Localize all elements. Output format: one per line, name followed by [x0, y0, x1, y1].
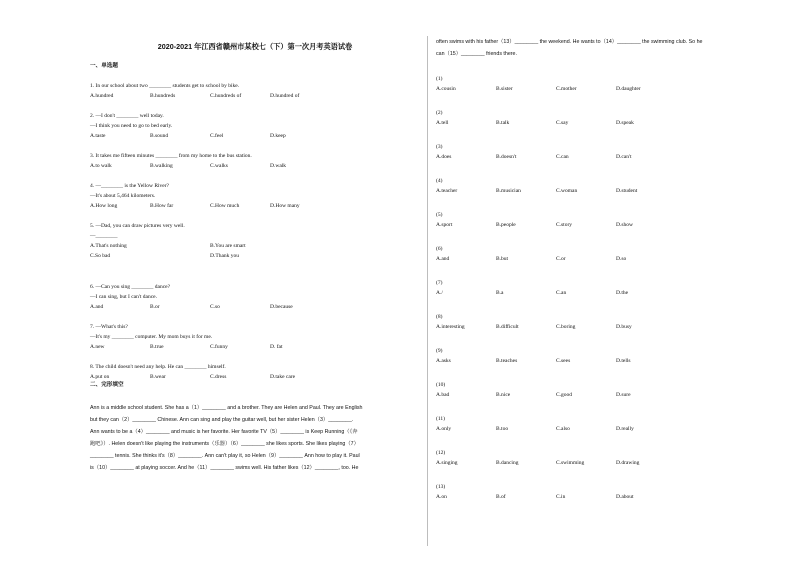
cloze-number: (3) [436, 144, 443, 150]
cloze-number: (2) [436, 110, 443, 116]
answer-option[interactable]: D.sure [616, 392, 631, 398]
cloze-passage [90, 402, 420, 475]
answer-option[interactable]: B.true [150, 344, 164, 350]
answer-option[interactable]: C.feel [210, 133, 224, 139]
answer-option[interactable]: B.You are smart [210, 243, 246, 249]
question-stem: 1. In our school about two ________ students get to school by bike. [90, 83, 240, 89]
question-item [90, 111, 420, 141]
answer-option[interactable]: D.drawing [616, 460, 640, 466]
question-item [90, 322, 420, 352]
question-stem: 3. It takes me fifteen minutes ________ from my home to the bus station. [90, 153, 252, 159]
question-stem: 5. —Dad, you can draw pictures very well. [90, 223, 185, 229]
answer-option[interactable]: A.tell [436, 120, 449, 126]
cloze-number: (1) [436, 76, 443, 82]
answer-option[interactable]: D.Thank you [210, 253, 240, 259]
question-item [90, 151, 420, 171]
answer-option[interactable]: B.wear [150, 374, 166, 380]
cloze-item [436, 143, 766, 163]
answer-option[interactable]: D.tells [616, 358, 631, 364]
question-stem: —I think you need to go to bed early. [90, 123, 173, 129]
answer-option[interactable]: C.say [556, 120, 569, 126]
answer-option[interactable]: B.doesn't [496, 154, 517, 160]
cloze-item [436, 381, 766, 401]
answer-option[interactable]: D.How many [270, 203, 300, 209]
answer-option[interactable]: A.asks [436, 358, 451, 364]
cloze-number: (11) [436, 416, 445, 422]
answer-option[interactable]: C.walks [210, 163, 228, 169]
answer-option[interactable]: A.sport [436, 222, 453, 228]
options-row [90, 131, 420, 141]
options-row [90, 161, 420, 171]
cloze-question-list [436, 75, 766, 503]
cloze-options-row [436, 254, 766, 265]
answer-option[interactable]: A.interesting [436, 324, 465, 330]
answer-option[interactable]: A.That's nothing [90, 243, 127, 249]
answer-option[interactable]: A.bad [436, 392, 450, 398]
answer-option[interactable]: C.can [556, 154, 569, 160]
answer-option[interactable]: A.only [436, 426, 452, 432]
answer-option[interactable]: D.daughter [616, 86, 641, 92]
answer-option[interactable]: C.woman [556, 188, 578, 194]
cloze-item [436, 279, 766, 299]
cloze-number: (8) [436, 314, 443, 320]
answer-option[interactable]: B.sound [150, 133, 169, 139]
cloze-item [436, 75, 766, 95]
question-item [90, 221, 420, 261]
answer-option[interactable]: D.really [616, 426, 634, 432]
question-stem: —________ [90, 233, 118, 239]
answer-option[interactable]: D.show [616, 222, 633, 228]
answer-option[interactable]: A.How long [90, 203, 118, 209]
cloze-number: (6) [436, 246, 443, 252]
cloze-options-row [436, 220, 766, 231]
answer-option[interactable]: D.because [270, 304, 293, 310]
cloze-options-row [436, 118, 766, 129]
answer-option[interactable]: B.difficult [496, 324, 519, 330]
answer-option[interactable]: A.and [90, 304, 104, 310]
passage-line: Ann is a middle school student. She has a（1）________ and a brother. They are Helen and Paul. They are English [90, 405, 363, 411]
cloze-options-row [436, 288, 766, 299]
answer-option[interactable]: B.but [496, 256, 509, 262]
cloze-options-row [436, 390, 766, 401]
cloze-options-row [436, 356, 766, 367]
answer-option[interactable]: A.put on [90, 374, 110, 380]
answer-option[interactable]: A.new [90, 344, 105, 350]
answer-option[interactable]: A.cousin [436, 86, 456, 92]
answer-option[interactable]: B.walking [150, 163, 173, 169]
cloze-passage-continued [436, 37, 768, 60]
question-item [90, 181, 420, 211]
answer-option[interactable]: A.hundred [90, 93, 114, 99]
cloze-item [436, 109, 766, 129]
cloze-item [436, 313, 766, 333]
column-divider [427, 36, 428, 546]
question-stem: 2. —I don't ________ well today. [90, 113, 164, 119]
cloze-options-row [436, 458, 766, 469]
answer-option[interactable]: C.funny [210, 344, 228, 350]
options-row [90, 241, 420, 251]
options-row [90, 251, 420, 261]
answer-option[interactable]: C.dress [210, 374, 227, 380]
options-row [90, 342, 420, 352]
answer-option[interactable]: D.hundred of [270, 93, 300, 99]
left-column [90, 42, 420, 475]
cloze-options-row [436, 84, 766, 95]
options-row [90, 302, 420, 312]
cloze-number: (7) [436, 280, 443, 286]
answer-option[interactable]: A.singing [436, 460, 458, 466]
answer-option[interactable]: C.How much [210, 203, 240, 209]
cloze-item [436, 347, 766, 367]
answer-option[interactable]: B.dancing [496, 460, 519, 466]
passage-line: 跑吧》）. Helen doesn't like playing the instruments（乐器）（6）________ she likes sports. She likes playing（7） [90, 441, 359, 448]
cloze-item [436, 211, 766, 231]
right-column [436, 37, 766, 517]
question-stem: —I can sing, but I can't dance. [90, 294, 157, 300]
cloze-options-row [436, 322, 766, 333]
answer-option[interactable]: B.of [496, 494, 506, 500]
answer-option[interactable]: B.teaches [496, 358, 518, 364]
question-list [90, 81, 420, 382]
cloze-options-row [436, 424, 766, 435]
answer-option[interactable]: C.boring [556, 324, 576, 330]
answer-option[interactable]: D.keep [270, 133, 286, 139]
section-heading-cloze: 二、完形填空 [90, 382, 124, 388]
cloze-item [436, 449, 766, 469]
cloze-number: (12) [436, 450, 446, 456]
answer-option[interactable]: D.speak [616, 120, 634, 126]
question-stem: 4. —________ is the Yellow River? [90, 183, 169, 189]
answer-option[interactable]: D.take care [270, 374, 296, 380]
answer-option[interactable]: C.an [556, 290, 567, 296]
answer-option[interactable]: C.So bad [90, 253, 111, 259]
answer-option[interactable]: B.too [496, 426, 509, 432]
answer-option[interactable]: C.hundreds of [210, 93, 242, 99]
answer-option[interactable]: B.musician [496, 188, 521, 194]
answer-option[interactable]: C.so [210, 304, 220, 310]
answer-option[interactable]: D.busy [616, 324, 632, 330]
answer-option[interactable]: B.people [496, 222, 516, 228]
answer-option[interactable]: D. fat [270, 344, 283, 350]
cloze-number: (9) [436, 348, 443, 354]
answer-option[interactable]: B.talk [496, 120, 510, 126]
cloze-number: (13) [436, 484, 446, 490]
answer-option[interactable]: D.the [616, 290, 629, 296]
passage-line: can（15）________ friends there. [436, 50, 517, 57]
options-row [90, 201, 420, 211]
question-stem: 8. The child doesn't need any help. He can ________ himself. [90, 364, 226, 370]
question-item [90, 81, 420, 101]
cloze-options-row [436, 492, 766, 503]
answer-option[interactable]: A.teacher [436, 188, 458, 194]
answer-option[interactable]: D.so [616, 256, 627, 262]
exam-title: 2020-2021 年江西省赣州市某校七（下）第一次月考英语试卷 [157, 42, 353, 51]
question-stem: —It's about 5,464 kilometers. [90, 193, 156, 199]
answer-option[interactable]: B.a [496, 290, 504, 296]
passage-line: but they can（2）________ Chinese. Ann can sing and play the guitar well, but her sister Helen（3）________. [90, 417, 354, 424]
cloze-number: (5) [436, 212, 443, 218]
answer-option[interactable]: C.or [556, 256, 566, 262]
cloze-options-row [436, 186, 766, 197]
answer-option[interactable]: C.also [556, 426, 570, 432]
answer-option[interactable]: B.or [150, 304, 160, 310]
question-stem: 7. —What's this? [90, 324, 128, 330]
cloze-number: (10) [436, 382, 446, 388]
answer-option[interactable]: D.walk [270, 163, 287, 169]
answer-option[interactable]: B.How far [150, 203, 174, 209]
section-heading-single-choice: 一、单选题 [90, 63, 118, 69]
question-item [90, 282, 420, 312]
passage-line: is（10）________ at playing soccer. And he（11）________ swims well. His father likes（12）________, too. He [90, 465, 359, 472]
answer-option[interactable]: C.in [556, 494, 566, 500]
answer-option[interactable]: A.on [436, 494, 447, 500]
passage-line: often swims with his father（13）________ the weekend. He wants to（14）________ the swimming club. So he [436, 39, 703, 45]
answer-option[interactable]: B.sister [496, 86, 513, 92]
answer-option[interactable]: B.hundreds [150, 93, 176, 99]
cloze-item [436, 177, 766, 197]
answer-option[interactable]: A.taste [90, 133, 106, 139]
answer-option[interactable]: B.nice [496, 392, 511, 398]
cloze-number: (4) [436, 178, 443, 184]
answer-option[interactable]: C.swimming [556, 460, 585, 466]
cloze-item [436, 483, 766, 503]
answer-option[interactable]: A./ [436, 290, 443, 296]
answer-option[interactable]: A.and [436, 256, 450, 262]
cloze-item [436, 245, 766, 265]
answer-option[interactable]: D.student [616, 188, 638, 194]
answer-option[interactable]: D.about [616, 494, 634, 500]
passage-line: Ann wants to be a（4）________ and music is her favorite. Her favorite TV（5）________ is Keep Running（《奔 [90, 429, 358, 436]
question-item [90, 362, 420, 382]
question-stem: 6. —Can you sing ________ dance? [90, 284, 171, 290]
answer-option[interactable]: A.does [436, 154, 452, 160]
answer-option[interactable]: C.story [556, 222, 573, 228]
answer-option[interactable]: A.to walk [90, 163, 112, 169]
answer-option[interactable]: C.mother [556, 86, 577, 92]
options-row [90, 91, 420, 101]
question-stem: —It's my ________ computer. My mom buys it for me. [90, 334, 213, 340]
cloze-item [436, 415, 766, 435]
answer-option[interactable]: D.can't [616, 154, 632, 160]
cloze-options-row [436, 152, 766, 163]
answer-option[interactable]: C.good [556, 392, 573, 398]
answer-option[interactable]: C.sees [556, 358, 571, 364]
passage-line: ________ tennis. She thinks it's（8）________. Ann can't play it, so Helen（9）________ Ann how to play it. Paul [90, 453, 360, 460]
